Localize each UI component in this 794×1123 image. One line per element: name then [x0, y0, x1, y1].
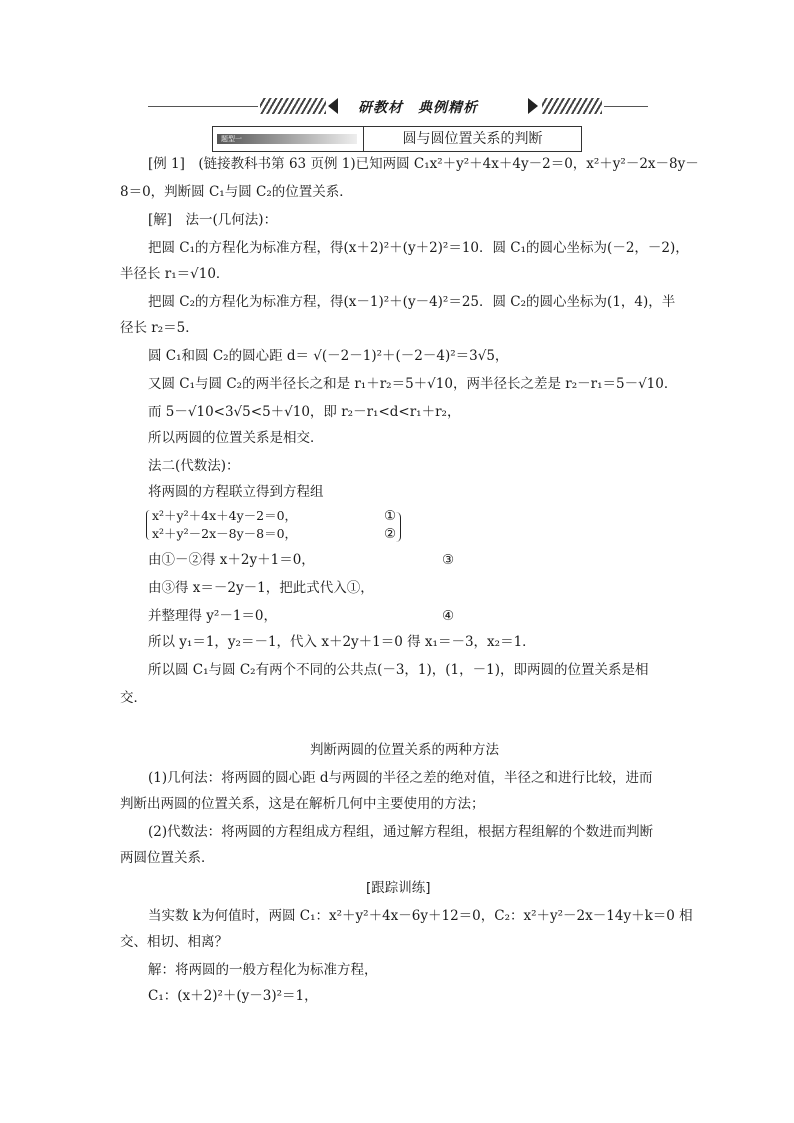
banner-arrow-right-icon	[528, 98, 538, 114]
equation-number: ②	[384, 526, 397, 542]
system-equation-2: x²＋y²－2x－8y－8＝0，	[152, 526, 298, 541]
solution-line: 圆 C₁和圆 C₂的圆心距 d＝ √(－2－1)²＋(－2－4)²＝3√5，	[148, 348, 509, 364]
system-right-brace	[396, 512, 401, 542]
practice-line: 当实数 k为何值时，两圆 C₁：x²＋y²＋4x－6y＋12＝0，C₂：x²＋y²－2x－14y＋k＝0 相	[148, 908, 693, 924]
summary-line: 两圆位置关系．	[120, 850, 215, 866]
solution-line: 径长 r₂＝5．	[120, 320, 199, 336]
practice-line: 解：将两圆的一般方程化为标准方程，	[148, 962, 378, 978]
solution-line: 并整理得 y²－1＝0，	[148, 608, 278, 624]
solution-line: 所以圆 C₁与圆 C₂有两个不同的公共点(－3，1)，(1，－1)，即两圆的位置关系是相	[148, 662, 649, 678]
banner-rule-left	[148, 106, 258, 107]
solution-line: 所以两圆的位置关系是相交．	[148, 430, 324, 446]
solution-line: 又圆 C₁与圆 C₂的两半径长之和是 r₁＋r₂＝5＋√10，两半径长之差是 r₂－r₁＝5－√10．	[148, 376, 678, 392]
topic-tag-bar	[217, 134, 357, 144]
topic-tag	[213, 127, 364, 151]
example-line-1: [例 1] (链接教科书第 63 页例 1)已知两圆 C₁x²＋y²＋4x＋4y－2＝0，x²＋y²－2x－8y－	[148, 156, 699, 172]
section-banner	[148, 96, 648, 118]
practice-line: 交、相切、相离？	[120, 934, 228, 950]
solution-line: 由①－②得 x＋2y＋1＝0，	[148, 552, 315, 568]
solution-line: 半径长 r₁＝√10．	[120, 266, 230, 282]
banner-arrow-left-icon	[328, 98, 338, 114]
summary-line: (1)几何法：将两圆的圆心距 d与两圆的半径之差的绝对值，半径之和进行比较，进而	[148, 770, 653, 786]
method-two-heading: 法二(代数法)：	[148, 458, 240, 474]
topic-title: 圆与圆位置关系的判断	[402, 131, 543, 147]
practice-heading: [跟踪训练]	[366, 880, 431, 896]
method-summary-title: 判断两圆的位置关系的两种方法	[310, 742, 499, 758]
summary-line: (2)代数法：将两圆的方程组成方程组，通过解方程组，根据方程组解的个数进而判断	[148, 824, 654, 840]
solution-line: 所以 y₁＝1，y₂＝－1，代入 x＋2y＋1＝0 得 x₁＝－3，x₂＝1．	[148, 634, 536, 650]
equation-number: ③	[442, 552, 455, 568]
solution-heading: [解] 法一(几何法)：	[148, 212, 278, 228]
practice-line: C₁：(x＋2)²＋(y－3)²＝1，	[148, 988, 318, 1004]
solution-line: 把圆 C₂的方程化为标准方程，得(x－1)²＋(y－4)²＝25．圆 C₂的圆心坐标为(1，4)，半	[148, 294, 676, 310]
topic-tag-label: 题型一	[221, 135, 242, 143]
banner-hatch-left	[260, 98, 326, 114]
banner-hatch-right	[542, 98, 602, 114]
solution-line: 交．	[120, 690, 147, 706]
solution-line: 把圆 C₁的方程化为标准方程，得(x＋2)²＋(y＋2)²＝10．圆 C₁的圆心坐标为(－2，－2)，	[148, 240, 689, 256]
solution-line: 由③得 x＝－2y－1，把此式代入①，	[148, 580, 374, 596]
equation-number: ①	[384, 508, 397, 524]
system-equation-1: x²＋y²＋4x＋4y－2＝0，	[152, 508, 298, 523]
solution-line: 而 5－√10<3√5<5＋√10，即 r₂－r₁<d<r₁＋r₂，	[148, 404, 461, 420]
example-line-2: 8＝0，判断圆 C₁与圆 C₂的位置关系．	[120, 184, 353, 200]
summary-line: 判断出两圆的位置关系，这是在解析几何中主要使用的方法；	[120, 796, 485, 812]
equation-number: ④	[442, 608, 455, 624]
topic-box	[212, 126, 582, 152]
solution-line: 将两圆的方程联立得到方程组	[148, 484, 324, 500]
banner-rule-right	[604, 106, 648, 107]
banner-title: 研教材 典例精析	[358, 100, 478, 116]
